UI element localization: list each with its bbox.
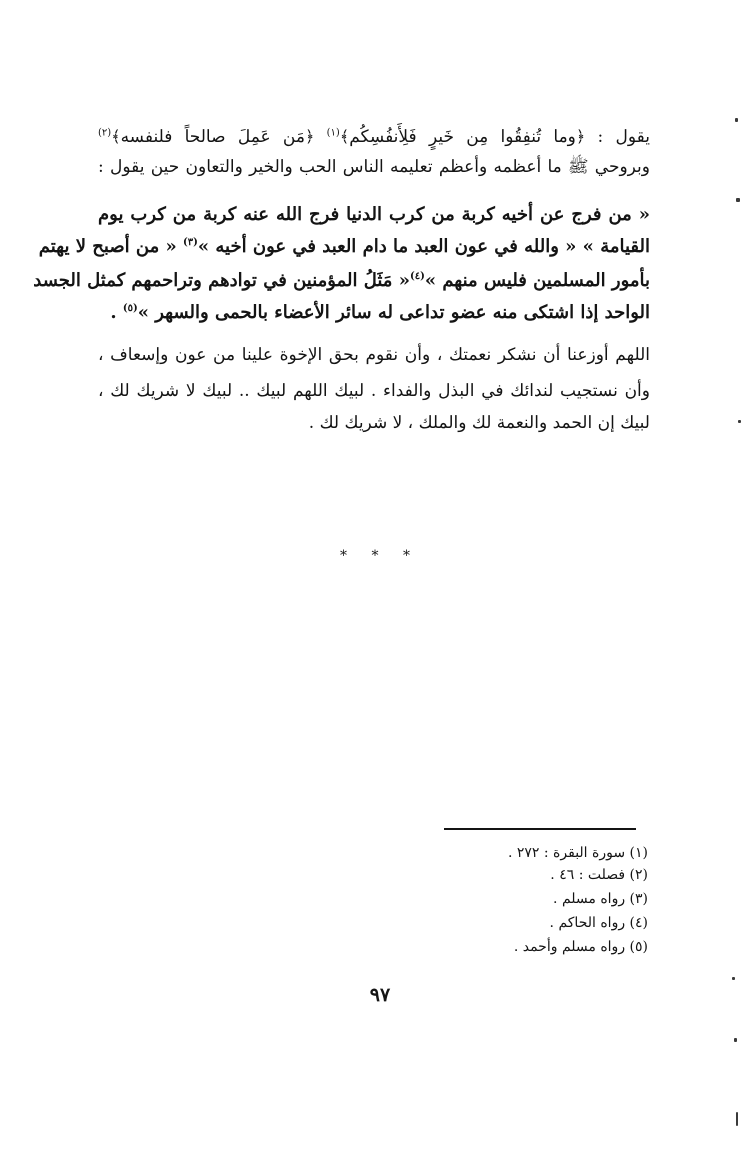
footnote-1: (١) سورة البقرة : ٢٧٢ . — [507, 845, 648, 861]
hadith-line-3 — [33, 266, 650, 296]
hadith-text: « مَثَلُ المؤمنين في توادهم وتراحمهم كمثل الجسد — [33, 270, 410, 291]
scan-speck — [736, 198, 740, 202]
footnote-divider — [444, 828, 636, 830]
footnote-4: (٤) رواه الحاكم . — [549, 915, 648, 931]
body-line-1 — [98, 122, 650, 152]
footnote-2: (٢) فصلت : ٤٦ . — [550, 867, 648, 883]
prayer-line-2: وأن نستجيب لندائك في البذل والفداء . لبيك اللهم لبيك .. لبيك لا شريك لك ، — [98, 381, 650, 401]
prayer-line-3: لبيك إن الحمد والنعمة لك والملك ، لا شريك لك . — [308, 413, 650, 433]
scan-speck — [736, 1112, 738, 1126]
quran-bracket-open-icon: ﴿ — [304, 127, 315, 146]
footnote-ref-2: (٢) — [98, 127, 112, 139]
footnote-3: (٣) رواه مسلم . — [553, 891, 648, 907]
hadith-text: « من أصبح لا يهتم — [38, 236, 184, 257]
verse-2: مَن عَمِلَ صالحاً فلنفسه — [120, 127, 305, 147]
quran-bracket-close-icon: ﴾ — [111, 127, 121, 146]
hadith-text: الواحد إذا اشتكى منه عضو تداعى له سائر الأعضاء بالحمى والسهر » — [137, 302, 650, 323]
hadith-line-2 — [38, 232, 650, 262]
scan-speck — [732, 977, 735, 980]
footnote-ref-3: (٣) — [183, 237, 198, 248]
section-separator: * * * — [340, 548, 420, 564]
footnote-ref-5: (٥) — [122, 303, 138, 314]
hadith-text: . — [110, 302, 123, 323]
quran-bracket-open-icon: ﴿ — [575, 127, 586, 146]
footnote-ref-4: (٤) — [409, 271, 425, 282]
page-number: ٩٧ — [369, 984, 391, 1006]
line1-prefix: يقول : — [585, 127, 650, 147]
hadith-line-4 — [98, 298, 650, 328]
prayer-line-1: اللهم أوزعنا أن نشكر نعمتك ، وأن نقوم بحق الإخوة علينا من عون وإسعاف ، — [98, 345, 650, 365]
hadith-text: بأمور المسلمين فليس منهم » — [424, 270, 650, 291]
verse-1: وما تُنفِقُوا مِن خَيرٍ فَلِأَنفُسِكُم — [349, 127, 576, 147]
scan-speck — [735, 118, 738, 122]
scan-speck — [734, 1038, 737, 1042]
footnote-ref-1: (١) — [326, 127, 340, 139]
footnote-5: (٥) رواه مسلم وأحمد . — [513, 939, 648, 955]
hadith-text: القيامة » « والله في عون العبد ما دام العبد في عون أخيه » — [197, 236, 650, 257]
quran-bracket-close-icon: ﴾ — [339, 127, 350, 146]
scan-speck — [738, 420, 741, 423]
body-line-2: وبروحي ﷺ ما أعظمه وأعظم تعليمه الناس الحب والخير والتعاون حين يقول : — [98, 157, 650, 177]
hadith-line-1: « من فرج عن أخيه كربة من كرب الدنيا فرج الله عنه كربة من كرب يوم — [98, 204, 650, 225]
